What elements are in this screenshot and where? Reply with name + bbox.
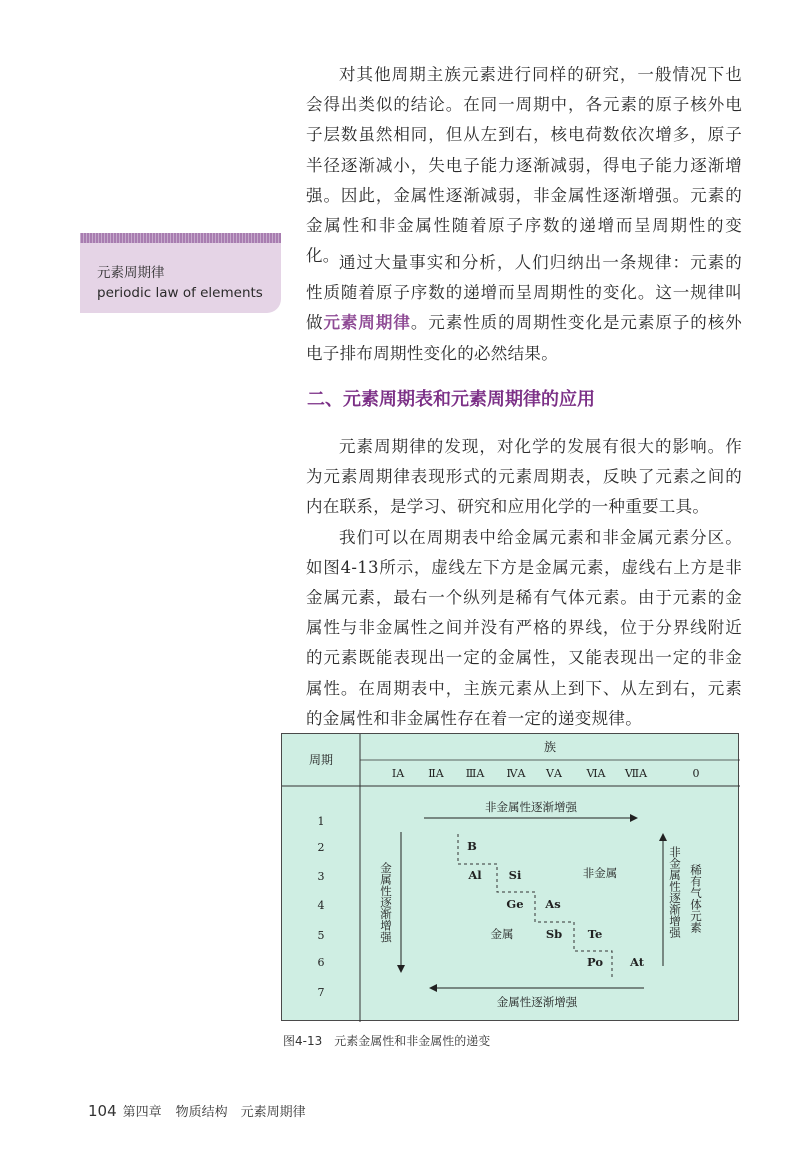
region-metal-label: 金属: [490, 927, 514, 941]
noble-gas-label: 稀有气体元素: [689, 864, 703, 933]
margin-note: [80, 233, 281, 313]
header-period: 周期: [308, 753, 334, 767]
arrow-label-top: 非金属性逐渐增强: [485, 800, 577, 814]
arrow-label-left: 金属性逐渐增强: [379, 862, 393, 943]
figure-4-13: [281, 733, 739, 1021]
group-label: ⅣA: [506, 767, 526, 780]
arrow-label-right: 非金属性逐渐增强: [668, 846, 682, 938]
footer-chapter: 第四章: [122, 1105, 162, 1120]
paragraph-block-2: [306, 248, 742, 369]
group-label: ⅡA: [428, 767, 444, 780]
element-labels: [467, 839, 645, 969]
group-label: ⅤA: [546, 767, 562, 780]
section-heading: 二、元素周期表和元素周期律的应用: [307, 389, 595, 410]
paragraph-block-1: [306, 60, 742, 271]
element-label: Po: [586, 955, 604, 969]
group-label: ⅢA: [465, 767, 485, 780]
paragraph-3: 元素周期律的发现，对化学的发展有很大的影响。作为元素周期律表现形式的元素周期表，反映了元素之间的内在联系，是学习、研究和应用化学的一种重要工具。: [306, 437, 742, 517]
period-label: 3: [317, 870, 325, 883]
group-label: 0: [692, 767, 700, 780]
element-label: Sb: [545, 927, 563, 941]
period-label: 1: [317, 815, 325, 828]
margin-note-term: 元素周期律: [97, 265, 165, 281]
element-label: Si: [508, 868, 522, 882]
paragraph-1: 对其他周期主族元素进行同样的研究，一般情况下也会得出类似的结论。在同一周期中，各元素的原子核外电子层数虽然相同，但从左到右，核电荷数依次增多，原子半径逐渐减小，失电子能力逐渐减弱，得电子能力逐渐增强。因此，金属性逐渐减弱，非金属性逐渐增强。元素的金属性和非金属性随着原子序数的递增而呈周期性的变化。: [306, 65, 742, 266]
page-footer: [88, 1101, 320, 1120]
element-label: As: [545, 897, 561, 911]
paragraph-2-text-a: 通过大量事实和分析，人们归纳出一条规律：元素的性质随着原子序数的递增而呈周期性的变化。这一规律叫做: [306, 253, 742, 333]
element-label: At: [629, 955, 645, 969]
header-group: 族: [543, 740, 557, 754]
period-labels: [318, 815, 325, 999]
group-labels: [392, 767, 700, 780]
element-label: Al: [468, 868, 482, 882]
margin-note-bar: [80, 233, 281, 243]
group-label: ⅥA: [586, 767, 606, 780]
element-label: B: [467, 839, 477, 853]
period-label: 5: [317, 929, 325, 942]
paragraph-2: [306, 248, 742, 369]
key-term: 元素周期律: [323, 313, 411, 333]
period-label: 4: [317, 899, 325, 912]
element-label: Ge: [506, 897, 524, 911]
group-label: ⅠA: [391, 767, 405, 780]
figure-caption: 图4-13 元素金属性和非金属性的递变: [283, 1034, 491, 1048]
footer-title: 物质结构 元素周期律: [175, 1105, 306, 1120]
period-label: 2: [317, 841, 325, 854]
region-nonmetal-label: 非金属: [582, 866, 618, 880]
paragraph-4: 我们可以在周期表中给金属元素和非金属元素分区。如图4-13所示，虚线左下方是金属元素，虚线右上方是非金属元素，最右一个纵列是稀有气体元素。由于元素的金属性与非金属性之间并没有严格的界线，位于分界线附近的元素既能表现出一定的金属性，又能表现出一定的非金属性。在周期表中，主族元素从上到下、从左到右，元素的金属性和非金属性存在着一定的递变规律。: [306, 527, 742, 728]
paragraph-block-3: [306, 432, 742, 734]
period-label: 6: [317, 956, 325, 969]
group-label: ⅦA: [624, 767, 648, 780]
paragraph-2-text-b: 。元素性质的周期性变化是元素原子的核外电子排布周期性变化的必然结果。: [306, 313, 743, 363]
arrow-label-bottom: 金属性逐渐增强: [496, 995, 578, 1009]
element-label: Te: [587, 927, 603, 941]
period-label: 7: [317, 986, 325, 999]
figure-svg: [282, 734, 740, 1022]
page-number: 104: [88, 1102, 117, 1120]
margin-note-english: periodic law of elements: [97, 285, 263, 301]
